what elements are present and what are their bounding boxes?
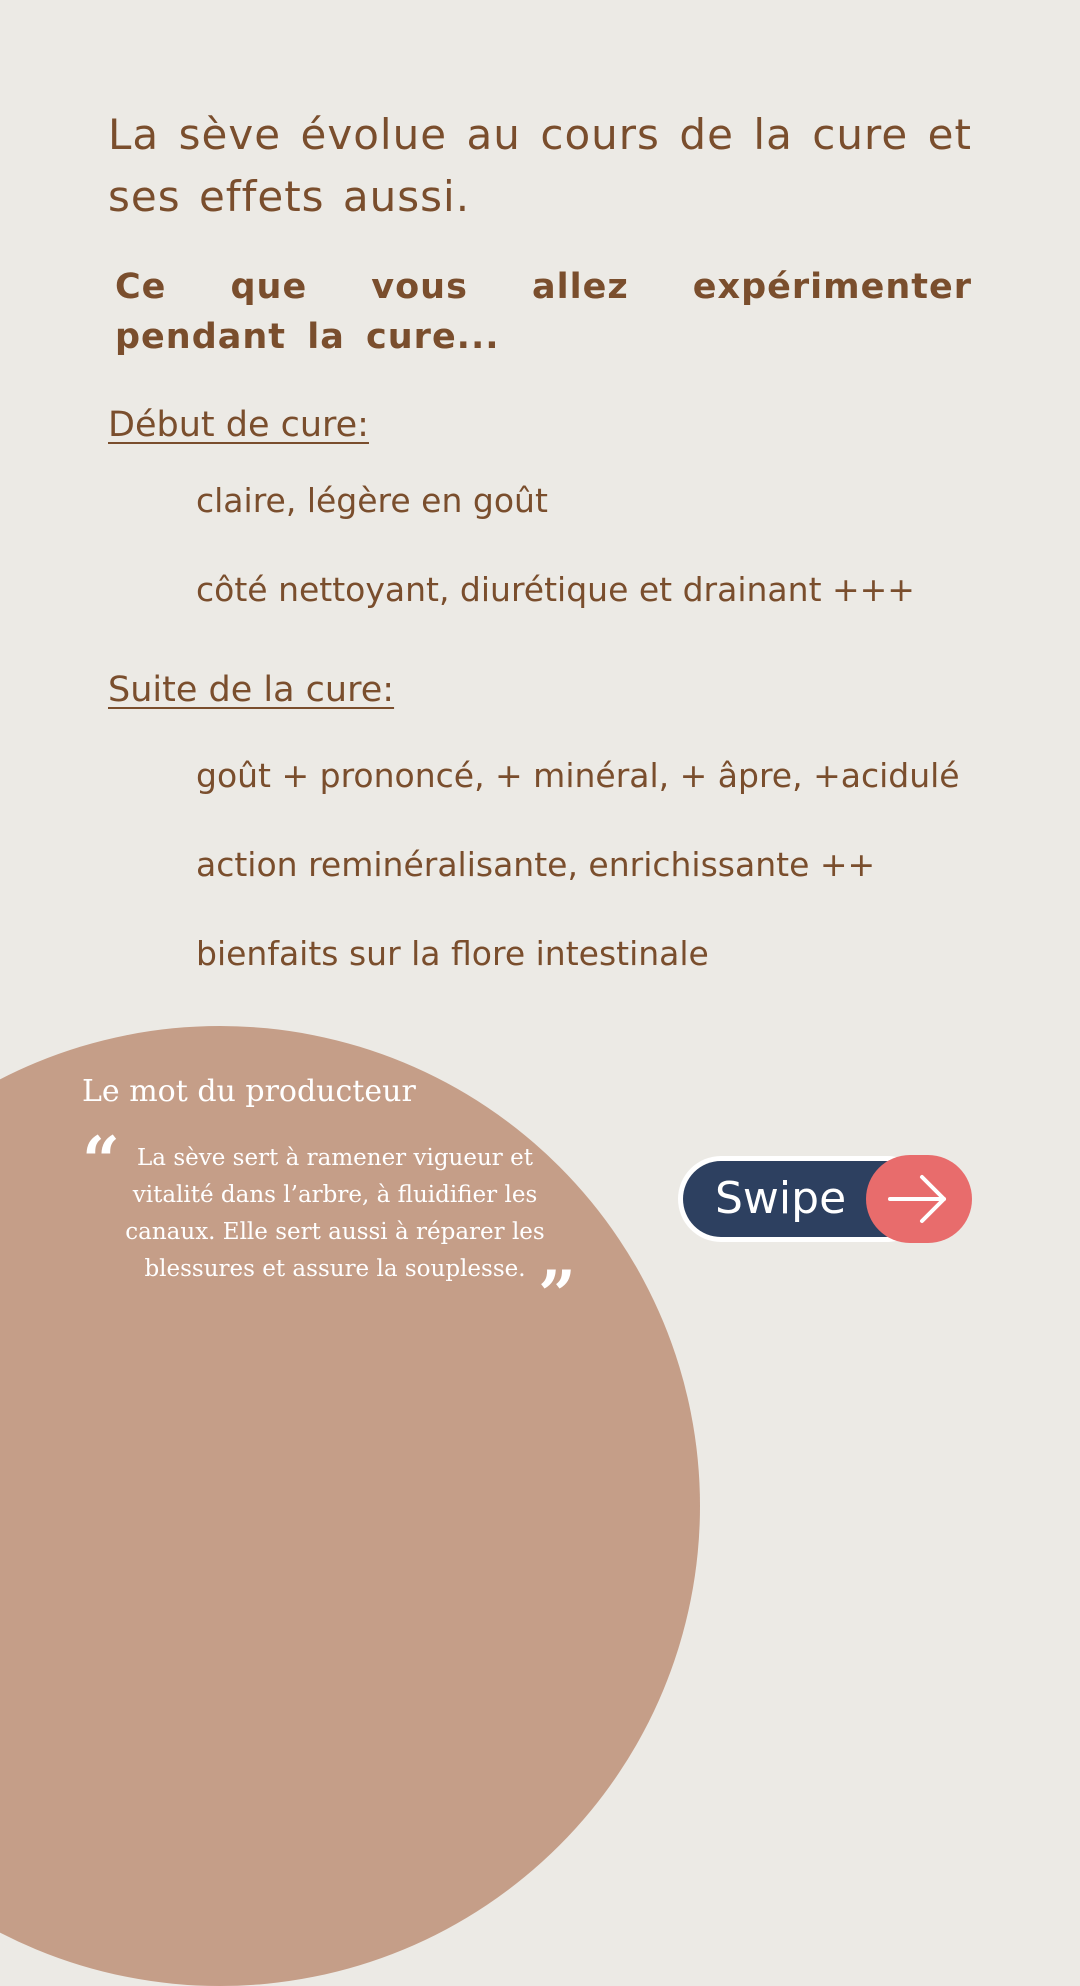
intro-text: La sève évolue au cours de la cure et ses effets aussi.: [108, 110, 972, 221]
producer-note-title: Le mot du producteur: [82, 1074, 416, 1109]
list-item: action reminéralisante, enrichissante ++: [196, 845, 876, 884]
list-item: claire, légère en goût: [196, 481, 548, 520]
list-item: goût + prononcé, + minéral, + âpre, +acidulé: [196, 756, 960, 795]
section-heading-debut: Début de cure:: [108, 405, 369, 445]
close-quote-icon: ”: [538, 1256, 576, 1334]
list-item: bienfaits sur la flore intestinale: [196, 934, 709, 973]
swipe-label: Swipe: [715, 1173, 847, 1224]
swipe-arrow-circle: [866, 1155, 972, 1243]
arrow-right-icon: [886, 1171, 950, 1227]
open-quote-icon: “: [82, 1122, 120, 1200]
producer-quote: La sève sert à ramener vigueur et vitalité dans l’arbre, à fluidifier les canaux. Elle sert aussi à réparer les blessures et assure la souplesse.: [125, 1145, 545, 1282]
list-item: côté nettoyant, diurétique et drainant +++: [196, 570, 915, 609]
swipe-button[interactable]: [678, 1156, 972, 1242]
section-heading-suite: Suite de la cure:: [108, 670, 395, 710]
subtitle: Ce que vous allez expérimenter pendant la cure...: [115, 267, 972, 357]
